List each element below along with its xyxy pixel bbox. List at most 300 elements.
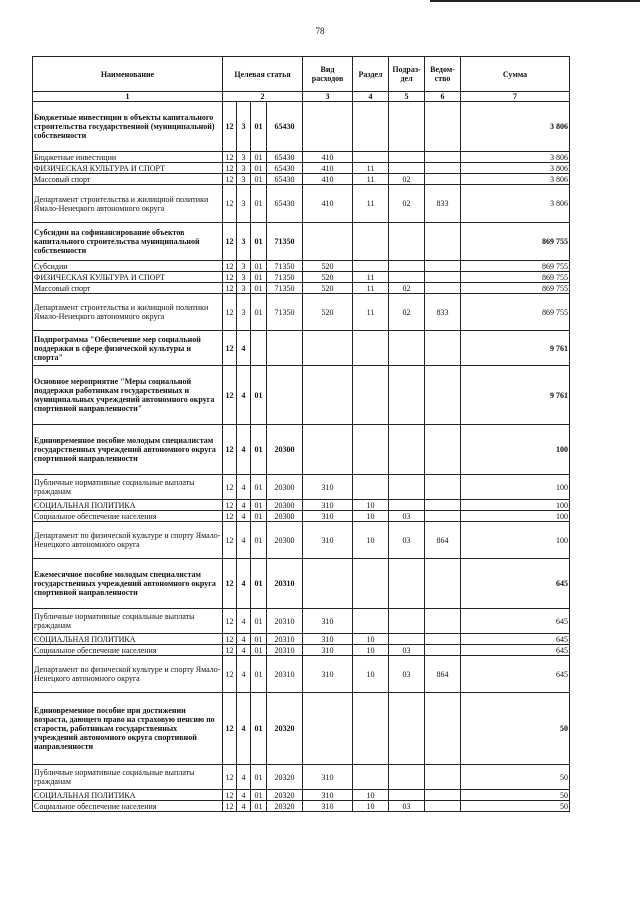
row-name: СОЦИАЛЬНАЯ ПОЛИТИКА: [33, 790, 223, 801]
code-part-4: 20300: [267, 522, 303, 559]
code-part-2: 3: [237, 152, 251, 163]
podrazdel: [389, 765, 425, 790]
code-part-1: 12: [223, 366, 237, 425]
razdel: 11: [353, 185, 389, 223]
podrazdel: [389, 366, 425, 425]
vid-rashodov: 310: [303, 511, 353, 522]
podrazdel: 03: [389, 645, 425, 656]
code-part-2: 4: [237, 425, 251, 475]
code-part-2: 3: [237, 283, 251, 294]
razdel: 10: [353, 790, 389, 801]
vid-rashodov: 310: [303, 634, 353, 645]
vid-rashodov: 520: [303, 261, 353, 272]
table-row: [33, 152, 570, 163]
col-number: 5: [389, 92, 425, 102]
podrazdel: [389, 693, 425, 765]
podrazdel: [389, 609, 425, 634]
razdel: 10: [353, 511, 389, 522]
razdel: 10: [353, 656, 389, 693]
vedomstvo: [425, 283, 461, 294]
code-part-2: 4: [237, 366, 251, 425]
code-part-4: 20310: [267, 609, 303, 634]
code-part-3: 01: [251, 511, 267, 522]
code-part-3: 01: [251, 152, 267, 163]
code-part-3: 01: [251, 801, 267, 812]
code-part-3: 01: [251, 174, 267, 185]
podrazdel: 02: [389, 283, 425, 294]
code-part-3: [251, 331, 267, 366]
code-part-4: 71350: [267, 283, 303, 294]
vid-rashodov: 410: [303, 185, 353, 223]
row-name: Субсидии на софинансирование объектов капитального строительства муниципальной собственности: [33, 223, 223, 261]
code-part-1: 12: [223, 272, 237, 283]
row-name: Единовременное пособие при достижении возраста, дающего право на страховую пенсию по старости, работникам государственных учреждений автономного округа спортивной направленности: [33, 693, 223, 765]
razdel: 11: [353, 283, 389, 294]
code-part-4: 65430: [267, 102, 303, 152]
col-number: 7: [461, 92, 570, 102]
code-part-2: 4: [237, 559, 251, 609]
code-part-2: 4: [237, 634, 251, 645]
summa: 645: [461, 645, 570, 656]
vedomstvo: [425, 425, 461, 475]
table-body: [33, 102, 570, 812]
code-part-3: 01: [251, 765, 267, 790]
row-name: Подпрограмма "Обеспечение мер социальной поддержки в сфере физической культуры и спорта": [33, 331, 223, 366]
code-part-1: 12: [223, 425, 237, 475]
podrazdel: [389, 102, 425, 152]
table-row: [33, 656, 570, 693]
code-part-4: 65430: [267, 163, 303, 174]
row-name: Единовременное пособие молодым специалистам государственных учреждений автономного округа спортивной направленности: [33, 425, 223, 475]
podrazdel: 03: [389, 656, 425, 693]
summa: 9 761: [461, 331, 570, 366]
summa: 3 806: [461, 174, 570, 185]
razdel: 11: [353, 272, 389, 283]
code-part-4: 20310: [267, 645, 303, 656]
razdel: 11: [353, 163, 389, 174]
row-name: Департамент по физической культуре и спорту Ямало-Ненецкого автономного округа: [33, 522, 223, 559]
vedomstvo: 864: [425, 522, 461, 559]
table-row: [33, 185, 570, 223]
row-name: Публичные нормативные социальные выплаты гражданам: [33, 609, 223, 634]
podrazdel: [389, 559, 425, 609]
podrazdel: [389, 500, 425, 511]
razdel: [353, 261, 389, 272]
table-row: [33, 609, 570, 634]
vid-rashodov: 310: [303, 500, 353, 511]
table-row: [33, 790, 570, 801]
col-number: 6: [425, 92, 461, 102]
row-name: ФИЗИЧЕСКАЯ КУЛЬТУРА И СПОРТ: [33, 163, 223, 174]
code-part-4: 20320: [267, 765, 303, 790]
header-name: Наименование: [33, 57, 223, 92]
code-part-1: 12: [223, 559, 237, 609]
table-row: [33, 425, 570, 475]
razdel: 10: [353, 645, 389, 656]
summa: 3 806: [461, 185, 570, 223]
header-podrazdel: Подраз-дел: [389, 57, 425, 92]
row-name: Ежемесячное пособие молодым специалистам государственных учреждений автономного округа спортивной направленности: [33, 559, 223, 609]
razdel: 10: [353, 522, 389, 559]
vid-rashodov: 310: [303, 609, 353, 634]
razdel: [353, 693, 389, 765]
code-part-4: 71350: [267, 223, 303, 261]
row-name: СОЦИАЛЬНАЯ ПОЛИТИКА: [33, 634, 223, 645]
vid-rashodov: 310: [303, 522, 353, 559]
podrazdel: [389, 261, 425, 272]
vedomstvo: [425, 272, 461, 283]
podrazdel: [389, 272, 425, 283]
summa: 50: [461, 790, 570, 801]
table-row: [33, 261, 570, 272]
podrazdel: [389, 475, 425, 500]
table-row: [33, 511, 570, 522]
code-part-4: 20300: [267, 475, 303, 500]
summa: 9 761: [461, 366, 570, 425]
podrazdel: 02: [389, 294, 425, 331]
summa: 869 755: [461, 261, 570, 272]
summa: 3 806: [461, 163, 570, 174]
table-row: [33, 331, 570, 366]
code-part-4: 20320: [267, 693, 303, 765]
vid-rashodov: 310: [303, 656, 353, 693]
code-part-2: 4: [237, 656, 251, 693]
table-row: [33, 522, 570, 559]
table-row: [33, 645, 570, 656]
row-name: Публичные нормативные социальные выплаты гражданам: [33, 475, 223, 500]
code-part-3: 01: [251, 475, 267, 500]
code-part-1: 12: [223, 522, 237, 559]
summa: 869 755: [461, 294, 570, 331]
razdel: 10: [353, 634, 389, 645]
vedomstvo: [425, 500, 461, 511]
podrazdel: [389, 163, 425, 174]
code-part-2: 3: [237, 174, 251, 185]
vid-rashodov: 310: [303, 801, 353, 812]
code-part-2: 4: [237, 522, 251, 559]
table-row: [33, 163, 570, 174]
code-part-2: 3: [237, 272, 251, 283]
podrazdel: [389, 425, 425, 475]
code-part-1: 12: [223, 511, 237, 522]
code-part-2: 4: [237, 645, 251, 656]
code-part-2: 3: [237, 185, 251, 223]
table-row: [33, 102, 570, 152]
code-part-1: 12: [223, 645, 237, 656]
summa: 3 806: [461, 152, 570, 163]
vedomstvo: [425, 559, 461, 609]
code-part-4: 20300: [267, 511, 303, 522]
podrazdel: [389, 331, 425, 366]
col-number: 4: [353, 92, 389, 102]
code-part-3: 01: [251, 645, 267, 656]
code-part-2: 4: [237, 609, 251, 634]
podrazdel: [389, 790, 425, 801]
vedomstvo: [425, 634, 461, 645]
row-name: Бюджетные инвестиции в объекты капитального строительства государственной (муниципальной) собственности: [33, 102, 223, 152]
code-part-3: 01: [251, 500, 267, 511]
code-part-3: 01: [251, 366, 267, 425]
row-name: Департамент строительства и жилищной политики Ямало-Ненецкого автономного округа: [33, 185, 223, 223]
row-name: Социальное обеспечение населения: [33, 645, 223, 656]
table-row: [33, 366, 570, 425]
code-part-1: 12: [223, 174, 237, 185]
code-part-4: 20310: [267, 634, 303, 645]
col-number: 1: [33, 92, 223, 102]
column-number-row: [33, 92, 570, 102]
summa: 645: [461, 634, 570, 645]
code-part-2: 4: [237, 693, 251, 765]
summa: 100: [461, 425, 570, 475]
code-part-1: 12: [223, 163, 237, 174]
code-part-1: 12: [223, 102, 237, 152]
code-part-1: 12: [223, 693, 237, 765]
vid-rashodov: 310: [303, 645, 353, 656]
table-row: [33, 634, 570, 645]
row-name: Департамент строительства и жилищной политики Ямало-Ненецкого автономного округа: [33, 294, 223, 331]
col-number: 2: [223, 92, 303, 102]
row-name: Массовый спорт: [33, 283, 223, 294]
top-rule: [430, 0, 640, 2]
code-part-2: 4: [237, 500, 251, 511]
row-name: ФИЗИЧЕСКАЯ КУЛЬТУРА И СПОРТ: [33, 272, 223, 283]
code-part-2: 4: [237, 790, 251, 801]
vedomstvo: [425, 366, 461, 425]
code-part-4: 71350: [267, 261, 303, 272]
code-part-2: 4: [237, 331, 251, 366]
code-part-3: 01: [251, 294, 267, 331]
table-row: [33, 500, 570, 511]
razdel: 10: [353, 801, 389, 812]
razdel: 10: [353, 500, 389, 511]
code-part-1: 12: [223, 634, 237, 645]
summa: 869 755: [461, 283, 570, 294]
vid-rashodov: 310: [303, 790, 353, 801]
vedomstvo: [425, 765, 461, 790]
code-part-3: 01: [251, 693, 267, 765]
code-part-1: 12: [223, 609, 237, 634]
vid-rashodov: 520: [303, 283, 353, 294]
code-part-4: 20320: [267, 801, 303, 812]
header-razdel: Раздел: [353, 57, 389, 92]
code-part-1: 12: [223, 185, 237, 223]
razdel: [353, 223, 389, 261]
vedomstvo: [425, 475, 461, 500]
vid-rashodov: [303, 559, 353, 609]
vedomstvo: [425, 163, 461, 174]
vedomstvo: [425, 511, 461, 522]
table-row: [33, 693, 570, 765]
code-part-3: 01: [251, 522, 267, 559]
vid-rashodov: 410: [303, 163, 353, 174]
code-part-2: 4: [237, 765, 251, 790]
vid-rashodov: [303, 223, 353, 261]
code-part-3: 01: [251, 559, 267, 609]
code-part-2: 3: [237, 294, 251, 331]
row-name: СОЦИАЛЬНАЯ ПОЛИТИКА: [33, 500, 223, 511]
row-name: Бюджетные инвестиции: [33, 152, 223, 163]
code-part-2: 3: [237, 223, 251, 261]
vedomstvo: [425, 102, 461, 152]
razdel: 11: [353, 294, 389, 331]
code-part-4: 65430: [267, 174, 303, 185]
code-part-3: 01: [251, 634, 267, 645]
summa: 645: [461, 656, 570, 693]
table-row: [33, 174, 570, 185]
code-part-3: 01: [251, 790, 267, 801]
podrazdel: 03: [389, 801, 425, 812]
razdel: [353, 152, 389, 163]
code-part-4: 20310: [267, 559, 303, 609]
code-part-3: 01: [251, 223, 267, 261]
header-vedomstvo: Ведом-ство: [425, 57, 461, 92]
podrazdel: 03: [389, 511, 425, 522]
summa: 3 806: [461, 102, 570, 152]
code-part-3: 01: [251, 283, 267, 294]
code-part-3: 01: [251, 272, 267, 283]
vid-rashodov: 410: [303, 152, 353, 163]
vid-rashodov: 310: [303, 765, 353, 790]
code-part-2: 4: [237, 511, 251, 522]
code-part-4: 71350: [267, 272, 303, 283]
razdel: [353, 559, 389, 609]
row-name: Основное мероприятие "Меры социальной поддержки работникам государственных и муниципальных учреждений автономного округа спортивной направленности": [33, 366, 223, 425]
code-part-1: 12: [223, 283, 237, 294]
summa: 100: [461, 511, 570, 522]
col-number: 3: [303, 92, 353, 102]
code-part-1: 12: [223, 500, 237, 511]
vid-rashodov: 520: [303, 294, 353, 331]
code-part-4: 20310: [267, 656, 303, 693]
vedomstvo: [425, 801, 461, 812]
code-part-4: 65430: [267, 185, 303, 223]
code-part-1: 12: [223, 294, 237, 331]
summa: 100: [461, 475, 570, 500]
code-part-1: 12: [223, 475, 237, 500]
code-part-1: 12: [223, 223, 237, 261]
razdel: 11: [353, 174, 389, 185]
code-part-2: 4: [237, 475, 251, 500]
vedomstvo: [425, 693, 461, 765]
podrazdel: [389, 223, 425, 261]
vid-rashodov: 520: [303, 272, 353, 283]
podrazdel: 03: [389, 522, 425, 559]
code-part-3: 01: [251, 163, 267, 174]
row-name: Субсидии: [33, 261, 223, 272]
summa: 645: [461, 559, 570, 609]
vid-rashodov: 410: [303, 174, 353, 185]
budget-table: [32, 56, 570, 812]
code-part-4: 20320: [267, 790, 303, 801]
razdel: [353, 425, 389, 475]
table-row: [33, 559, 570, 609]
vedomstvo: 864: [425, 656, 461, 693]
row-name: Массовый спорт: [33, 174, 223, 185]
code-part-1: 12: [223, 765, 237, 790]
row-name: Публичные нормативные социальные выплаты гражданам: [33, 765, 223, 790]
vedomstvo: [425, 609, 461, 634]
razdel: [353, 475, 389, 500]
code-part-3: 01: [251, 185, 267, 223]
vid-rashodov: [303, 331, 353, 366]
razdel: [353, 102, 389, 152]
code-part-1: 12: [223, 801, 237, 812]
vedomstvo: 833: [425, 185, 461, 223]
vid-rashodov: [303, 693, 353, 765]
code-part-3: 01: [251, 102, 267, 152]
vedomstvo: [425, 174, 461, 185]
vedomstvo: [425, 790, 461, 801]
razdel: [353, 331, 389, 366]
podrazdel: [389, 634, 425, 645]
vedomstvo: [425, 261, 461, 272]
code-part-2: 3: [237, 261, 251, 272]
code-part-1: 12: [223, 790, 237, 801]
table-row: [33, 765, 570, 790]
code-part-3: 01: [251, 656, 267, 693]
code-part-3: 01: [251, 425, 267, 475]
header-vid: Вид расходов: [303, 57, 353, 92]
row-name: Социальное обеспечение населения: [33, 511, 223, 522]
code-part-4: [267, 331, 303, 366]
vedomstvo: [425, 152, 461, 163]
code-part-2: 3: [237, 163, 251, 174]
vid-rashodov: [303, 102, 353, 152]
row-name: Департамент по физической культуре и спорту Ямало-Ненецкого автономного округа: [33, 656, 223, 693]
header-summa: Сумма: [461, 57, 570, 92]
vid-rashodov: [303, 366, 353, 425]
razdel: [353, 609, 389, 634]
code-part-2: 3: [237, 102, 251, 152]
summa: 100: [461, 522, 570, 559]
code-part-1: 12: [223, 656, 237, 693]
code-part-4: 20300: [267, 500, 303, 511]
vedomstvo: [425, 223, 461, 261]
summa: 100: [461, 500, 570, 511]
code-part-3: 01: [251, 261, 267, 272]
summa: 869 755: [461, 272, 570, 283]
code-part-1: 12: [223, 152, 237, 163]
code-part-4: 20300: [267, 425, 303, 475]
table-row: [33, 801, 570, 812]
table-row: [33, 294, 570, 331]
summa: 50: [461, 765, 570, 790]
vid-rashodov: [303, 425, 353, 475]
code-part-4: 65430: [267, 152, 303, 163]
table-row: [33, 283, 570, 294]
code-part-1: 12: [223, 261, 237, 272]
page-number: 78: [315, 26, 325, 36]
vid-rashodov: 310: [303, 475, 353, 500]
vedomstvo: [425, 331, 461, 366]
razdel: [353, 765, 389, 790]
podrazdel: 02: [389, 174, 425, 185]
summa: 50: [461, 801, 570, 812]
razdel: [353, 366, 389, 425]
podrazdel: [389, 152, 425, 163]
table-row: [33, 223, 570, 261]
vedomstvo: [425, 645, 461, 656]
header-target: Целевая статья: [223, 57, 303, 92]
table-row: [33, 475, 570, 500]
code-part-4: [267, 366, 303, 425]
code-part-4: 71350: [267, 294, 303, 331]
code-part-1: 12: [223, 331, 237, 366]
podrazdel: 02: [389, 185, 425, 223]
table-row: [33, 272, 570, 283]
summa: 50: [461, 693, 570, 765]
summa: 869 755: [461, 223, 570, 261]
